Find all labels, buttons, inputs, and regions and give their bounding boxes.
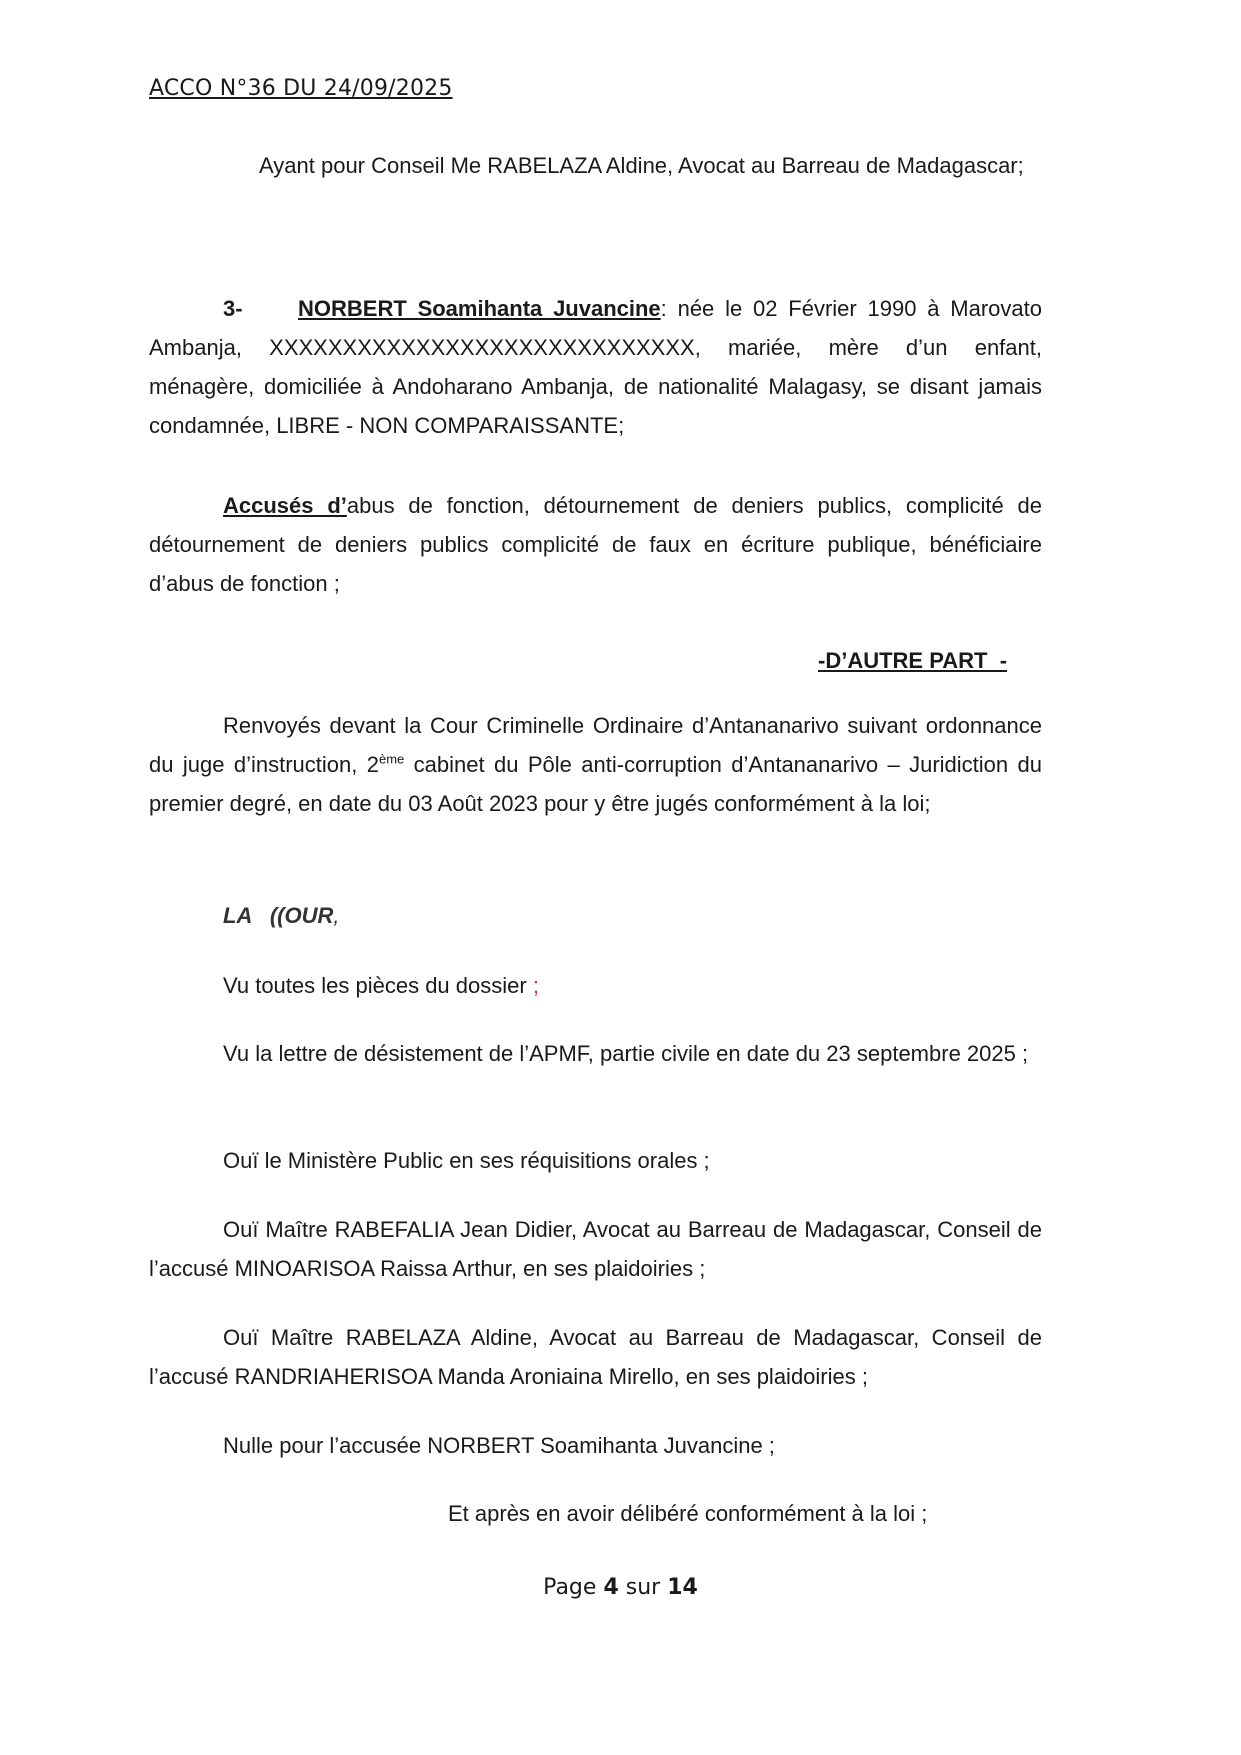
oui-ministere-paragraph: Ouï le Ministère Public en ses réquisitions orales ; xyxy=(223,1148,710,1173)
renvoyes-text-end: cabinet du Pôle anti-corruption d’Antananarivo – Juridiction du premier degré, en date du 03 Août 2023 pour y être jugés conformément à la loi; xyxy=(149,752,1042,816)
footer-page-total: 14 xyxy=(667,1575,698,1600)
page-footer xyxy=(0,1575,1241,1600)
deliberation-paragraph: Et après en avoir délibéré conformément à la loi ; xyxy=(448,1501,928,1526)
accused-name: NORBERT Soamihanta Juvancine xyxy=(298,296,661,321)
la-cour-heading xyxy=(223,903,340,929)
vu-lettre-paragraph: Vu la lettre de désistement de l’APMF, partie civile en date du 23 septembre 2025 ; xyxy=(223,1041,1029,1066)
oui-rabelaza-paragraph: Ouï Maître RABELAZA Aldine, Avocat au Barreau de Madagascar, Conseil de l’accusé RANDRIAHERISOA Manda Aroniaina Mirello, en ses plaidoiries ; xyxy=(149,1325,1042,1389)
vu-pieces-mark: ; xyxy=(532,973,539,998)
charges-text: abus de fonction, détournement de deniers publics, complicité de détournement de deniers publics complicité de faux en écriture publique, bénéficiaire d’abus de fonction ; xyxy=(149,493,1042,596)
la-cour-text: LA ((OUR xyxy=(223,903,334,928)
case-reference: ACCO N°36 DU 24/09/2025 xyxy=(149,76,453,101)
vu-pieces-text: Vu toutes les pièces du dossier xyxy=(223,973,533,998)
la-cour-comma: , xyxy=(333,903,340,928)
footer-separator: sur xyxy=(618,1575,668,1600)
accused-details: : née le 02 Février 1990 à Marovato Ambanja, XXXXXXXXXXXXXXXXXXXXXXXXXXXXX, mariée, mère d’un enfant, ménagère, domiciliée à Andoharano Ambanja, de nationalité Malagasy, se disant jamais condamnée, LIBRE - NON COMPARAISSANTE; xyxy=(149,296,1042,438)
autre-part-heading: -D’AUTRE PART - xyxy=(818,648,1008,673)
charges-lead: Accusés d’ xyxy=(223,493,347,518)
charges-paragraph xyxy=(149,486,1042,603)
oui-rabefalia-paragraph: Ouï Maître RABEFALIA Jean Didier, Avocat au Barreau de Madagascar, Conseil de l’accusé MINOARISOA Raissa Arthur, en ses plaidoiries ; xyxy=(149,1217,1042,1281)
superscript-eme: ème xyxy=(378,751,405,767)
accused-number: 3- xyxy=(223,296,243,321)
counsel-paragraph: Ayant pour Conseil Me RABELAZA Aldine, Avocat au Barreau de Madagascar; xyxy=(259,153,1024,178)
footer-page-label: Page xyxy=(543,1575,604,1600)
renvoyes-paragraph xyxy=(149,706,1042,823)
accused-3-paragraph xyxy=(149,289,1042,445)
vu-pieces-paragraph xyxy=(149,966,1042,1005)
renvoyes-text-start: Renvoyés devant la Cour Criminelle Ordinaire d’Antananarivo suivant ordonnance du juge d’instruction, 2 xyxy=(149,713,1042,777)
nulle-paragraph: Nulle pour l’accusée NORBERT Soamihanta Juvancine ; xyxy=(223,1433,775,1458)
footer-page-number: 4 xyxy=(603,1575,619,1600)
